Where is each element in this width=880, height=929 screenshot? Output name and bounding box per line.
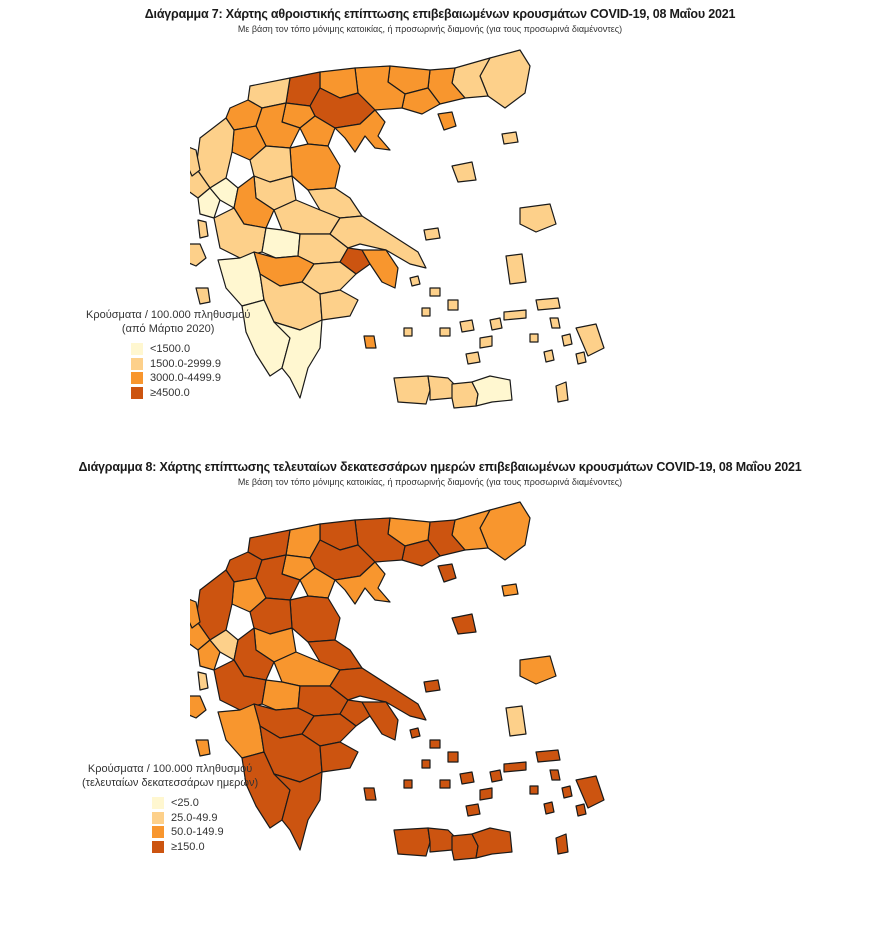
figure-title: Διάγραμμα 7: Χάρτης αθροιστικής επίπτωσης επιβεβαιωμένων κρουσμάτων COVID-19, 08 Μαΐου 2021 xyxy=(144,7,736,21)
region-rethymno xyxy=(428,376,454,400)
region-cyclades xyxy=(404,276,502,364)
legend-item: 1500.0-2999.9 xyxy=(131,357,250,372)
region-east-attica xyxy=(362,250,398,288)
figure-title: Διάγραμμα 8: Χάρτης επίπτωσης τελευταίων δεκατεσσάρων ημερών επιβεβαιωμένων κρουσμάτων COVID-19, 08 Μαΐου 2021 xyxy=(78,460,802,474)
legend-title: Κρούσματα / 100.000 πληθυσμού (από Μάρτιο 2020) xyxy=(86,309,251,335)
legend-title: Κρούσματα / 100.000 πληθυσμού (τελευταίων δεκατεσσάρων ημερών) xyxy=(82,763,259,789)
legend-item: <25.0 xyxy=(152,796,258,811)
region-kefalonia xyxy=(190,244,206,266)
region-larisa xyxy=(290,144,340,190)
region-zakynthos xyxy=(196,288,210,304)
map-legend xyxy=(82,762,258,854)
legend-item: ≥150.0 xyxy=(152,840,258,855)
legend-swatch xyxy=(131,358,143,370)
region-lesvos xyxy=(520,204,556,232)
region-argolida xyxy=(320,290,358,320)
legend-item: <1500.0 xyxy=(131,342,250,357)
region-lefkada xyxy=(198,220,208,238)
legend-swatch xyxy=(152,797,164,809)
region-fokida xyxy=(262,228,300,258)
map-legend xyxy=(86,308,250,400)
figure-cumulative-incidence xyxy=(0,0,880,450)
region-samos xyxy=(536,298,560,310)
legend-item: 3000.0-4499.9 xyxy=(131,371,250,386)
region-chios xyxy=(506,254,526,284)
region-lasithi xyxy=(472,376,512,406)
region-kythira xyxy=(364,336,376,348)
legend-swatch xyxy=(131,372,143,384)
legend-swatch xyxy=(152,841,164,853)
region-skyros xyxy=(424,228,440,240)
figure-14day-incidence xyxy=(0,455,880,929)
legend-swatch xyxy=(152,812,164,824)
greece-choropleth-map xyxy=(190,480,750,900)
legend-swatch xyxy=(152,826,164,838)
legend-item: 25.0-49.9 xyxy=(152,811,258,826)
region-samothraki xyxy=(502,132,518,144)
figure-subtitle: Με βάση τον τόπο μόνιμης κατοικίας, ή προσωρινής διαμονής (για τους προσωρινά διαμένοντες) xyxy=(237,477,623,487)
region-thasos xyxy=(438,112,456,130)
figure-subtitle: Με βάση τον τόπο μόνιμης κατοικίας, ή προσωρινής διαμονής (για τους προσωρινά διαμένοντες) xyxy=(237,24,623,34)
legend-swatch xyxy=(131,387,143,399)
greece-choropleth-map xyxy=(190,38,750,438)
legend-item: 50.0-149.9 xyxy=(152,825,258,840)
region-dodecanese xyxy=(530,318,604,402)
legend-swatch xyxy=(131,343,143,355)
region-chania xyxy=(394,376,430,404)
region-limnos xyxy=(452,162,476,182)
legend-item: ≥4500.0 xyxy=(131,386,250,401)
region-ikaria xyxy=(504,310,526,320)
